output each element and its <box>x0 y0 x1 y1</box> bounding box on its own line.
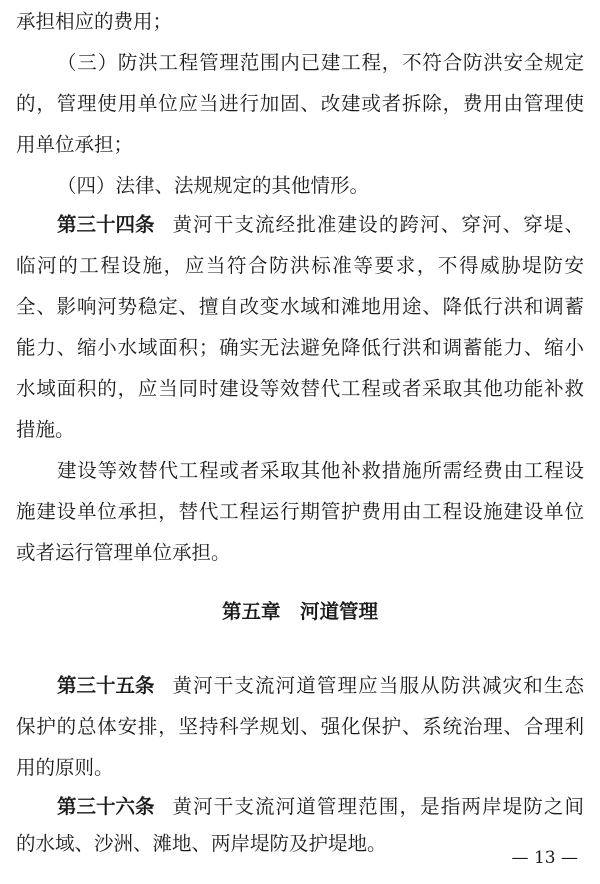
text-line: 黄河干支流河道管理应当服从防洪减灾和生态 <box>172 674 584 697</box>
text-line: 用单位承担； <box>16 133 134 156</box>
text-line: 能力、缩小水域面积；确实无法避免降低行洪和调蓄能力、缩小 <box>16 336 584 359</box>
text-line: 建设等效替代工程或者采取其他补救措施所需经费由工程设 <box>57 459 584 482</box>
text-line: 施建设单位承担，替代工程运行期管护费用由工程设施建设单位 <box>16 500 584 523</box>
text-line: 黄河干支流经批准建设的跨河、穿河、穿堤、 <box>172 213 584 236</box>
text-line: 临河的工程设施，应当符合防洪标准等要求，不得威胁堤防安 <box>16 254 584 277</box>
article-34-label: 第三十四条 <box>57 213 155 236</box>
text-line: （三）防洪工程管理范围内已建工程，不符合防洪安全规定 <box>57 51 584 74</box>
text-line: 黄河干支流河道管理范围，是指两岸堤防之间 <box>172 795 584 818</box>
text-line: 的水域、沙洲、滩地、两岸堤防及护堤地。 <box>16 832 387 855</box>
article-36-label: 第三十六条 <box>57 795 155 818</box>
text-line: 承担相应的费用； <box>16 10 173 33</box>
text-line: 或者运行管理单位承担。 <box>16 541 231 564</box>
article-36-first-line <box>57 791 584 819</box>
text-line: 水域面积的，应当同时建设等效替代工程或者采取其他功能补救 <box>16 377 584 400</box>
chapter-title: 第五章 河道管理 <box>221 600 378 623</box>
text-line: （四）法律、法规规定的其他情形。 <box>57 174 370 197</box>
article-35-first-line <box>57 670 584 698</box>
page-number: — 13 — <box>511 848 578 868</box>
text-line: 的，管理使用单位应当进行加固、改建或者拆除，费用由管理使 <box>16 92 584 115</box>
article-35-label: 第三十五条 <box>57 674 155 697</box>
text-line: 保护的总体安排，坚持科学规划、强化保护、系统治理、合理利 <box>16 715 584 738</box>
article-34-first-line <box>57 209 584 237</box>
text-line: 全、影响河势稳定、擅自改变水域和滩地用途、降低行洪和调蓄 <box>16 295 584 318</box>
text-line: 用的原则。 <box>16 756 114 779</box>
text-line: 措施。 <box>16 418 75 441</box>
